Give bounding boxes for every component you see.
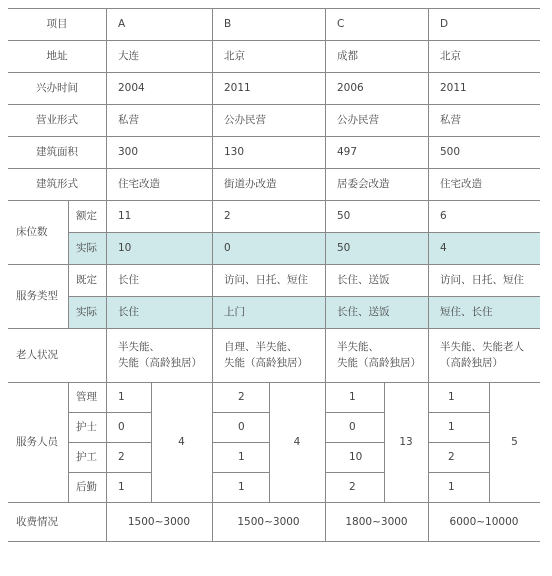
service-actual-b: 上门 bbox=[212, 296, 325, 328]
beds-planned-a: 11 bbox=[118, 210, 132, 222]
grid-line bbox=[68, 232, 540, 233]
staff-a-manager: 1 bbox=[118, 391, 125, 403]
staff-b-nurse: 0 bbox=[238, 421, 245, 433]
elderly-a: 半失能、 失能（高龄独居） bbox=[118, 341, 202, 369]
cell-a: 私营 bbox=[118, 114, 139, 126]
staff-b-caregiver: 1 bbox=[238, 451, 245, 463]
cell-d: 2011 bbox=[440, 82, 467, 94]
staff-c-manager: 1 bbox=[349, 391, 356, 403]
header-col-c: C bbox=[337, 18, 345, 30]
elderly-d: 半失能、失能老人 （高龄独居） bbox=[440, 341, 524, 369]
grid-line bbox=[68, 412, 151, 413]
cell-b: 公办民营 bbox=[224, 114, 266, 126]
grid-line bbox=[212, 8, 213, 542]
staff-c-nurse: 0 bbox=[349, 421, 356, 433]
cell-a: 300 bbox=[118, 146, 139, 158]
grid-line bbox=[212, 472, 269, 473]
cell-b: 2011 bbox=[224, 82, 251, 94]
service-actual-c: 长住、送饭 bbox=[325, 296, 428, 328]
beds-actual-c: 50 bbox=[325, 232, 428, 264]
staff-a-logistics: 1 bbox=[118, 481, 125, 493]
grid-line bbox=[68, 382, 69, 502]
cell-d: 住宅改造 bbox=[440, 178, 482, 190]
grid-line bbox=[489, 382, 490, 502]
header-col-a: A bbox=[118, 18, 126, 30]
cell-c: 成都 bbox=[337, 50, 358, 62]
staff-c-logistics: 2 bbox=[349, 481, 356, 493]
grid-line bbox=[325, 472, 384, 473]
staff-d-manager: 1 bbox=[448, 391, 455, 403]
service-planned-c: 长住、送饭 bbox=[337, 274, 390, 286]
grid-line bbox=[428, 472, 489, 473]
service-planned-label: 既定 bbox=[76, 274, 97, 286]
grid-line bbox=[212, 442, 269, 443]
grid-line bbox=[8, 328, 540, 329]
staff-role-manager: 管理 bbox=[76, 391, 97, 403]
grid-line bbox=[8, 541, 540, 542]
staff-a-caregiver: 2 bbox=[118, 451, 125, 463]
staff-c-total: 13 bbox=[399, 436, 413, 448]
cell-a: 2004 bbox=[118, 82, 145, 94]
staff-b-total: 4 bbox=[293, 436, 301, 448]
service-actual-d: 短住、长住 bbox=[428, 296, 540, 328]
grid-line bbox=[8, 382, 540, 383]
fees-c: 1800~3000 bbox=[345, 516, 408, 528]
grid-line bbox=[8, 200, 540, 201]
grid-line bbox=[68, 472, 151, 473]
grid-line bbox=[8, 502, 540, 503]
staff-b-manager: 2 bbox=[238, 391, 245, 403]
row-label: 建筑形式 bbox=[36, 178, 78, 190]
grid-line bbox=[428, 412, 489, 413]
staff-role-nurse: 护士 bbox=[76, 421, 97, 433]
grid-line bbox=[8, 40, 540, 41]
header-col-b: B bbox=[224, 18, 232, 30]
fees-b: 1500~3000 bbox=[237, 516, 300, 528]
beds-actual-label: 实际 bbox=[68, 232, 106, 264]
cell-d: 500 bbox=[440, 146, 461, 158]
fees-a: 1500~3000 bbox=[127, 516, 191, 528]
grid-line bbox=[8, 264, 540, 265]
staff-c-caregiver: 10 bbox=[349, 451, 363, 463]
header-item: 项目 bbox=[46, 18, 68, 30]
grid-line bbox=[8, 8, 540, 9]
row-label: 兴办时间 bbox=[36, 82, 78, 94]
cell-d: 私营 bbox=[440, 114, 461, 126]
fees-d: 6000~10000 bbox=[449, 516, 519, 528]
grid-line bbox=[8, 168, 540, 169]
beds-actual-a: 10 bbox=[106, 232, 212, 264]
beds-planned-c: 50 bbox=[337, 210, 351, 222]
cell-b: 街道办改造 bbox=[224, 178, 277, 190]
beds-planned-label: 额定 bbox=[76, 210, 97, 222]
grid-line bbox=[106, 8, 107, 542]
row-label: 建筑面积 bbox=[36, 146, 78, 158]
grid-line bbox=[68, 442, 151, 443]
grid-line bbox=[269, 382, 270, 502]
grid-line bbox=[384, 382, 385, 502]
staff-role-caregiver: 护工 bbox=[76, 451, 97, 463]
staff-label: 服务人员 bbox=[16, 436, 58, 448]
staff-d-caregiver: 2 bbox=[448, 451, 455, 463]
staff-d-logistics: 1 bbox=[448, 481, 455, 493]
row-label: 地址 bbox=[46, 50, 68, 62]
cell-d: 北京 bbox=[440, 50, 461, 62]
cell-c: 497 bbox=[337, 146, 358, 158]
grid-line bbox=[68, 200, 69, 328]
comparison-table bbox=[8, 8, 540, 542]
cell-a: 住宅改造 bbox=[118, 178, 160, 190]
cell-c: 2006 bbox=[337, 82, 364, 94]
elderly-b: 自理、半失能、 失能（高龄独居） bbox=[224, 341, 308, 369]
cell-b: 130 bbox=[224, 146, 245, 158]
service-type-label: 服务类型 bbox=[16, 290, 58, 302]
grid-line bbox=[68, 296, 540, 297]
staff-role-logistics: 后勤 bbox=[76, 481, 97, 493]
beds-actual-b: 0 bbox=[212, 232, 325, 264]
grid-line bbox=[8, 104, 540, 105]
service-planned-d: 访问、日托、短住 bbox=[440, 274, 524, 286]
service-planned-b: 访问、日托、短住 bbox=[224, 274, 308, 286]
elderly-label: 老人状况 bbox=[16, 349, 58, 361]
service-actual-label: 实际 bbox=[68, 296, 106, 328]
beds-label: 床位数 bbox=[16, 226, 48, 238]
grid-line bbox=[428, 442, 489, 443]
grid-line bbox=[325, 8, 326, 542]
fees-label: 收费情况 bbox=[16, 516, 58, 528]
staff-b-logistics: 1 bbox=[238, 481, 245, 493]
elderly-c: 半失能、 失能（高龄独居） bbox=[337, 341, 421, 369]
staff-d-total: 5 bbox=[511, 436, 518, 448]
staff-a-total: 4 bbox=[178, 436, 185, 448]
beds-planned-d: 6 bbox=[440, 210, 447, 222]
cell-c: 公办民营 bbox=[337, 114, 379, 126]
cell-b: 北京 bbox=[224, 50, 245, 62]
cell-c: 居委会改造 bbox=[337, 178, 390, 190]
staff-d-nurse: 1 bbox=[448, 421, 455, 433]
beds-actual-d: 4 bbox=[428, 232, 540, 264]
grid-line bbox=[151, 382, 152, 502]
staff-a-nurse: 0 bbox=[118, 421, 125, 433]
grid-line bbox=[212, 412, 269, 413]
header-col-d: D bbox=[440, 18, 449, 30]
grid-line bbox=[8, 72, 540, 73]
grid-line bbox=[325, 412, 384, 413]
row-label: 营业形式 bbox=[36, 114, 78, 126]
beds-planned-b: 2 bbox=[224, 210, 231, 222]
service-planned-a: 长住 bbox=[118, 274, 139, 286]
grid-line bbox=[325, 442, 384, 443]
grid-line bbox=[8, 136, 540, 137]
grid-line bbox=[428, 8, 429, 542]
cell-a: 大连 bbox=[118, 50, 139, 62]
service-actual-a: 长住 bbox=[106, 296, 212, 328]
